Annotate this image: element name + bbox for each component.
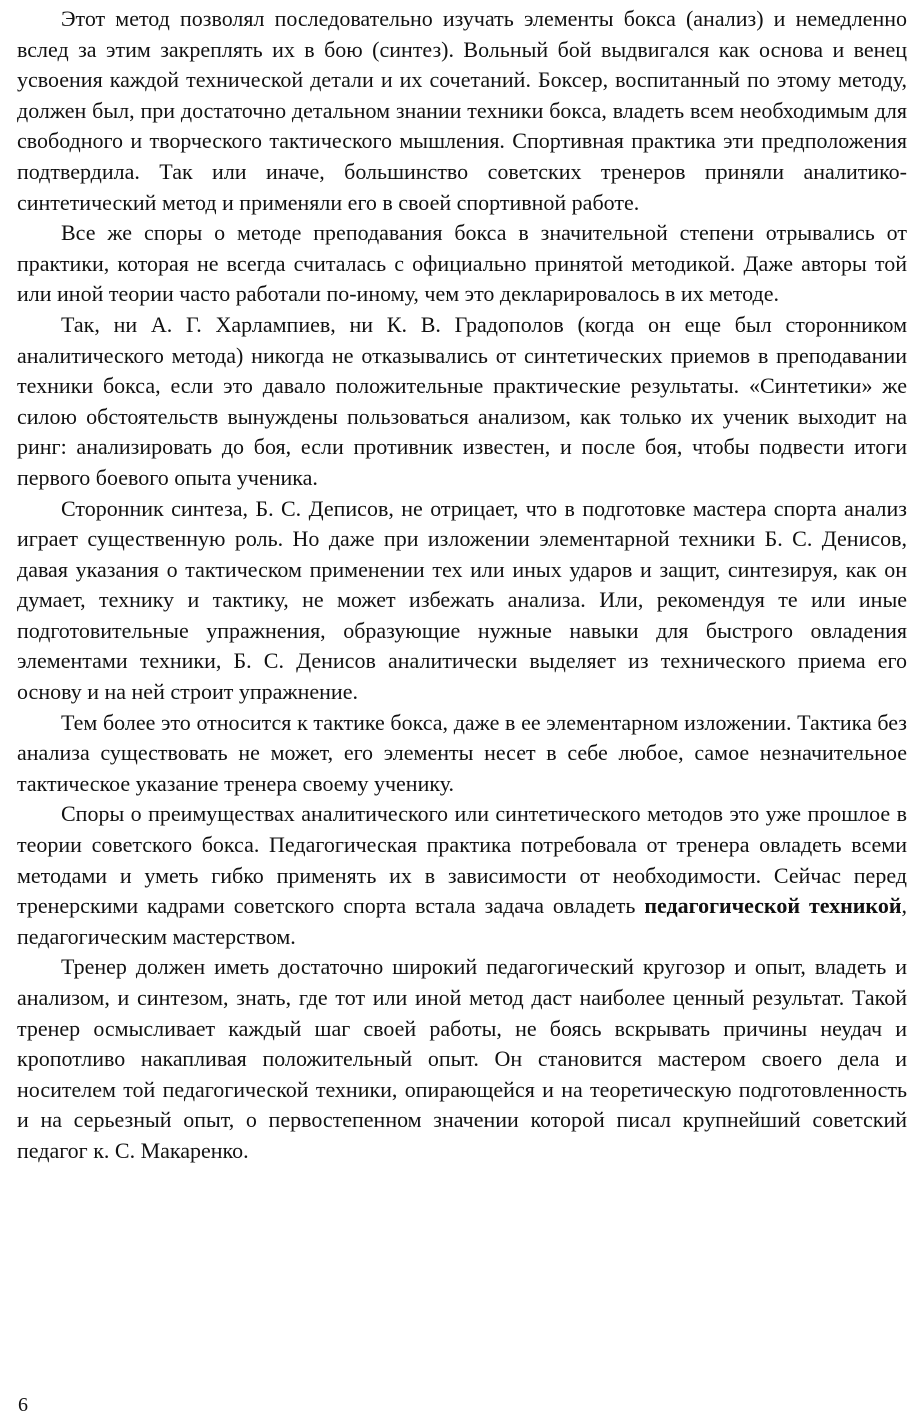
paragraph-4: Сторонник синтеза, Б. С. Деписов, не отрицает, что в подготовке мастера спорта анализ играет существенную роль. Но даже при изложении элементарной техники Б. С. Денисов, давая указания о тактическом применении тех или иных ударов и защит, синтезируя, как он думает, технику и тактику, не может избежать анализа. Или, рекомендуя те или иные подготовительные упражнения, образующие нужные навыки для быстрого овладения элементами техники, Б. С. Денисов аналитически выделяет из технического приема его основу и на ней строит упражнение. [17, 495, 907, 705]
paragraph-3: Так, ни А. Г. Харлампиев, ни К. В. Градополов (когда он еще был сторонником аналитического метода) никогда не отказывались от синтетических приемов в преподавании техники бокса, если это давало положительные практические результаты. «Синтетики» же силою обстоятельств вынуждены пользоваться анализом, как только их ученик выходит на ринг: анализировать до боя, если противник известен, и после боя, чтобы подвести итоги первого боевого опыта ученика. [17, 311, 907, 490]
paragraph-6-text-before: Споры о преимуществах аналитического или синтетического методов это уже прошлое в теории советского бокса. Педагогическая практика потребовала от тренера овладеть всеми методами и уметь гибко применять их в зависимости от необходимости. Сейчас перед тренерскими кадрами советского спорта встала задача овладеть [17, 801, 907, 919]
paragraph-2: Все же споры о методе преподавания бокса в значительной степени отрывались от практики, которая не всегда считалась с официально принятой методикой. Даже авторы той или иной теории часто работали по-иному, чем это декларировалось в их методе. [17, 220, 907, 307]
paragraph-5: Тем более это относится к тактике бокса, даже в ее элементарном изложении. Тактика без анализа существовать не может, его элементы несет в себе любое, самое незначительное тактическое указание тренера своему ученику. [17, 709, 907, 796]
page-number: 6 [18, 1394, 28, 1416]
paragraph-1: Этот метод позволял последовательно изучать элементы бокса (анализ) и немедленно вслед за этим закреплять их в бою (синтез). Вольный бой выдвигался как основа и венец усвоения каждой технической детали и их сочетаний. Боксер, воспитанный по этому методу, должен был, при достаточно детальном знании техники бокса, владеть всем необходимым для свободного и творческого тактического мышления. Спортивная практика эти предположения подтвердила. Так или иначе, большинство советских тренеров приняли аналитико-синтетический метод и применяли его в своей спортивной работе. [17, 6, 907, 215]
paragraph-7: Тренер должен иметь достаточно широкий педагогический кругозор и опыт, владеть и анализом, и синтезом, знать, где тот или иной метод даст наиболее ценный результат. Такой тренер осмысливает каждый шаг своей работы, не боясь вскрывать причины неудач и кропотливо накапливая положительный опыт. Он становится мастером своего дела и носителем той педагогической техники, опирающейся и на теоретическую подготовленность и на серьезный опыт, о первостепенном значении которой писал крупнейший советский педагог к. С. Макаренко. [17, 954, 907, 1163]
paragraph-6 [17, 799, 907, 952]
paragraph-6-text-after: , педагогическим мастерством. [17, 893, 907, 949]
page-body [17, 4, 907, 1167]
paragraph-6-bold-term: педагогической техникой [644, 893, 902, 919]
